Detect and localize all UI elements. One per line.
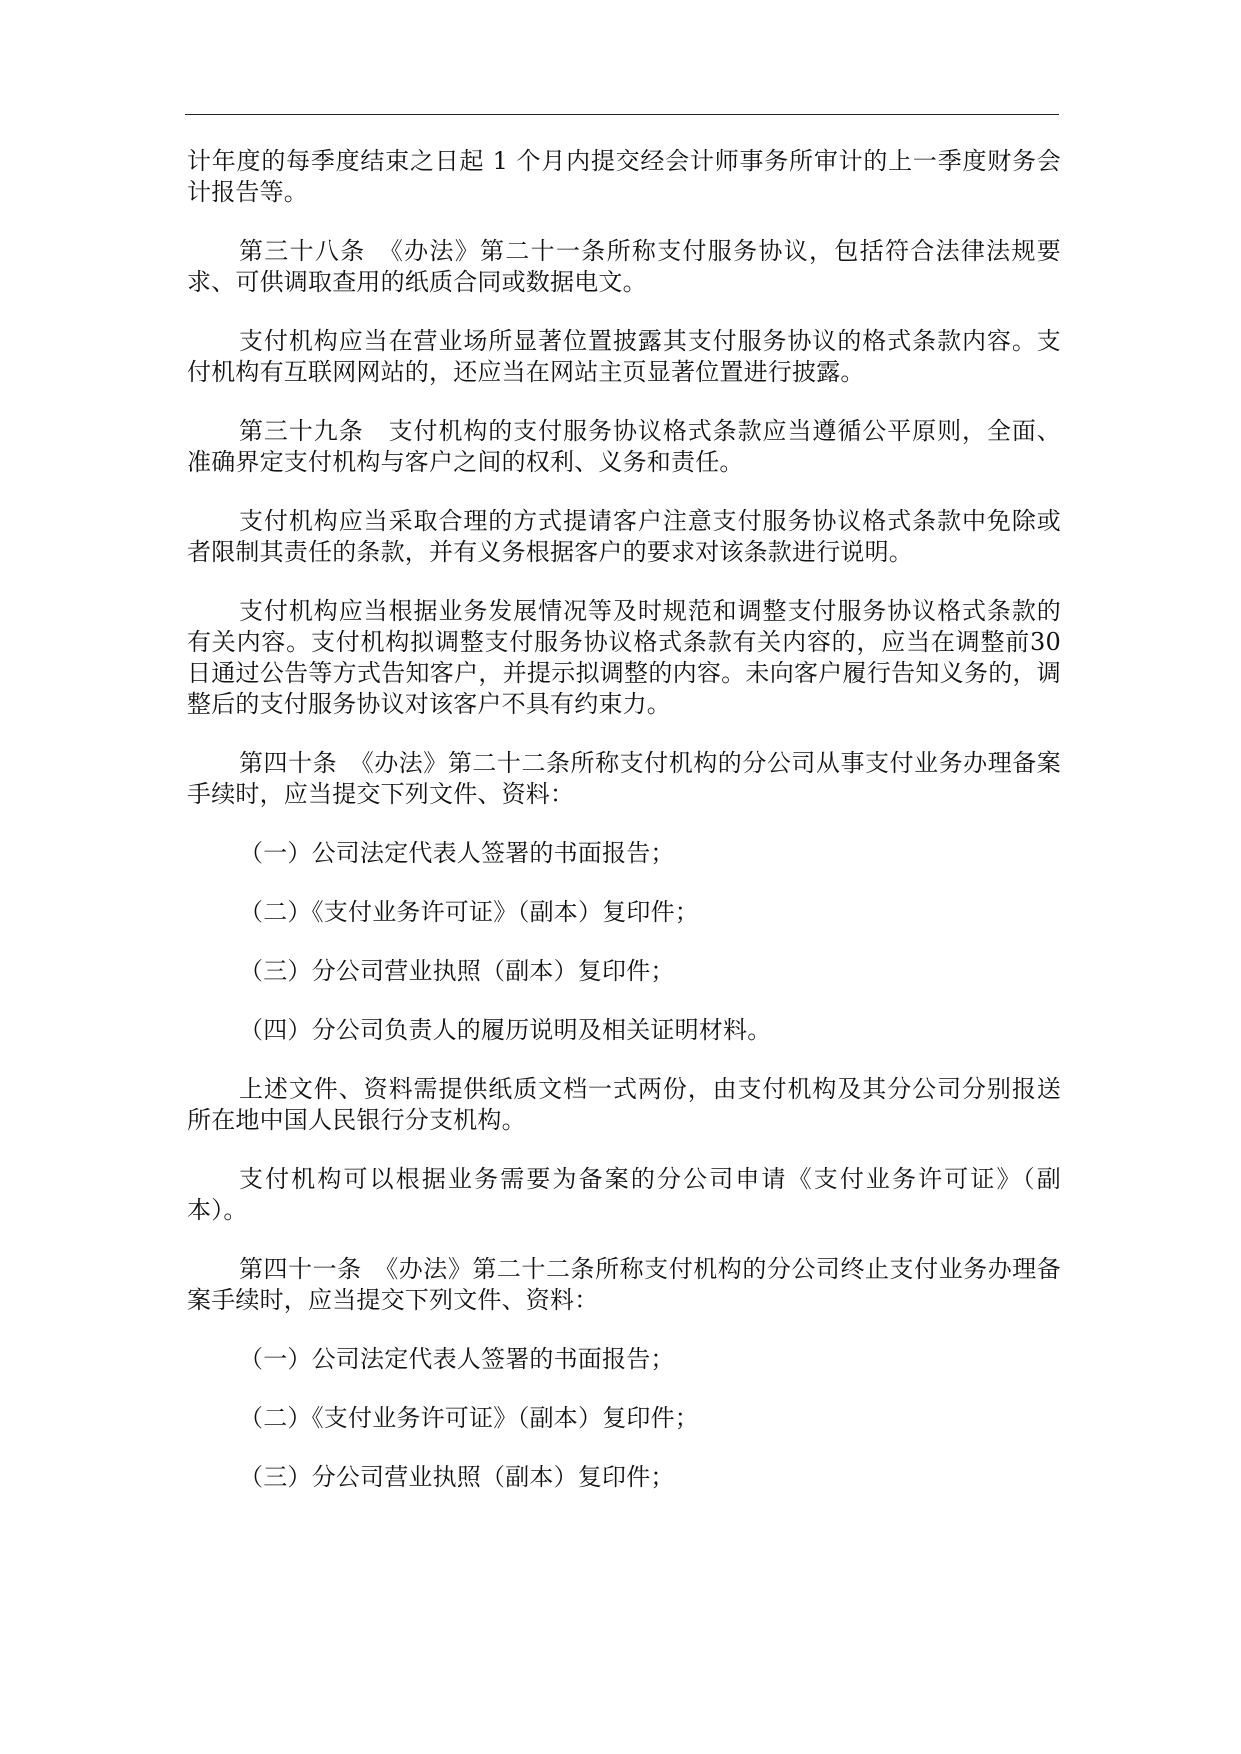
- list-item: （三）分公司营业执照（副本）复印件；: [239, 1463, 675, 1491]
- paragraph-submission: 上述文件、资料需提供纸质文档一式两份，由支付机构及其分公司分别报送所在地中国人民银行分支机构。: [187, 1075, 1061, 1134]
- paragraph-article-40: 第四十条 《办法》第二十二条所称支付机构的分公司从事支付业务办理备案手续时，应当提交下列文件、资料：: [187, 749, 1061, 808]
- paragraph-notice-exemption: 支付机构应当采取合理的方式提请客户注意支付服务协议格式条款中免除或者限制其责任的条款，并有义务根据客户的要求对该条款进行说明。: [187, 507, 1061, 566]
- list-item: （一）公司法定代表人签署的书面报告；: [239, 839, 675, 867]
- list-item: （二）《支付业务许可证》（副本）复印件；: [239, 898, 699, 926]
- paragraph-article-39: 第三十九条 支付机构的支付服务协议格式条款应当遵循公平原则，全面、准确界定支付机构与客户之间的权利、义务和责任。: [187, 417, 1061, 476]
- list-item: （三）分公司营业执照（副本）复印件；: [239, 957, 675, 985]
- list-item: （一）公司法定代表人签署的书面报告；: [239, 1345, 675, 1373]
- paragraph-article-41: 第四十一条 《办法》第二十二条所称支付机构的分公司终止支付业务办理备案手续时，应当提交下列文件、资料：: [187, 1255, 1061, 1314]
- header-rule: [185, 114, 1059, 115]
- paragraph-license-copy: 支付机构可以根据业务需要为备案的分公司申请《支付业务许可证》（副本）。: [187, 1165, 1061, 1224]
- paragraph-article-38: 第三十八条 《办法》第二十一条所称支付服务协议，包括符合法律法规要求、可供调取查用的纸质合同或数据电文。: [187, 237, 1061, 296]
- paragraph-disclosure: 支付机构应当在营业场所显著位置披露其支付服务协议的格式条款内容。支付机构有互联网网站的，还应当在网站主页显著位置进行披露。: [187, 327, 1061, 386]
- paragraph-continuation: 计年度的每季度结束之日起 1 个月内提交经会计师事务所审计的上一季度财务会计报告等。: [187, 147, 1061, 206]
- list-item: （二）《支付业务许可证》（副本）复印件；: [239, 1404, 699, 1432]
- paragraph-adjustment: 支付机构应当根据业务发展情况等及时规范和调整支付服务协议格式条款的有关内容。支付机构拟调整支付服务协议格式条款有关内容的，应当在调整前30日通过公告等方式告知客户，并提示拟调整的内容。未向客户履行告知义务的，调整后的支付服务协议对该客户不具有约束力。: [187, 597, 1061, 718]
- list-item: （四）分公司负责人的履历说明及相关证明材料。: [239, 1016, 772, 1044]
- document-body: [187, 146, 1061, 1521]
